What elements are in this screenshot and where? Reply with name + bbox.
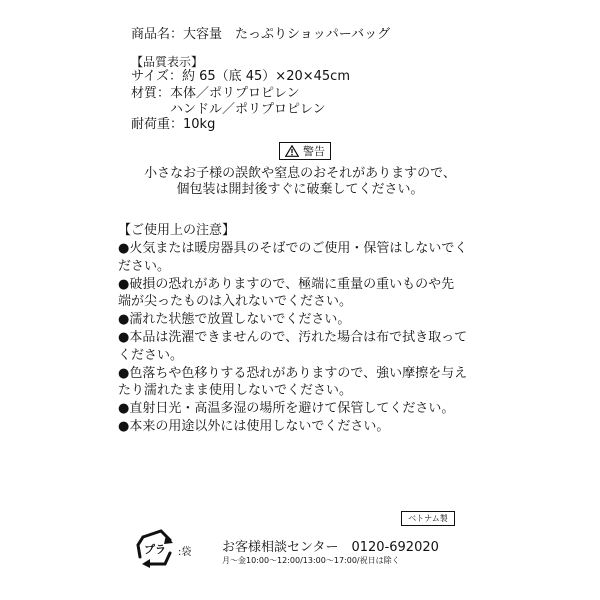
warning-badge: [279, 142, 331, 160]
recycle-label: :袋: [178, 547, 192, 558]
origin-badge: ベトナム製: [401, 511, 455, 526]
note-line: ●本品は洗濯できませんので、汚れた場合は布で拭き取って: [118, 329, 468, 345]
note-line: ●濡れた状態で放置しないでください。: [118, 312, 351, 328]
spec-load: 耐荷重：10kg: [131, 117, 216, 132]
warning-triangle-icon: [285, 145, 299, 157]
note-line: たり濡れたまま使用しないでください。: [118, 383, 353, 399]
note-line: 端が尖ったものは入れないでください。: [118, 294, 353, 310]
note-line: ●直射日光・高温多湿の場所を避けて保管してください。: [118, 401, 455, 417]
business-hours: 月〜金10:00〜12:00/13:00〜17:00/祝日は除く: [222, 556, 400, 565]
spec-heading: 【品質表示】: [131, 55, 204, 69]
note-line: ●本来の用途以外には使用しないでください。: [118, 418, 390, 434]
note-line: ●破損の恐れがありますので、極端に重量の重いものや先: [118, 276, 455, 292]
spec-size: サイズ：約 65（底 45）×20×45cm: [131, 69, 350, 84]
warning-text-line: 小さなお子様の誤飲や窒息のおそれがありますので、: [144, 166, 456, 181]
note-line: ください。: [118, 347, 184, 363]
warning-label: 警告: [303, 145, 325, 158]
note-line: ●火気または暖房器具のそばでのご使用・保管はしないでく: [118, 241, 468, 256]
note-line: ださい。: [118, 258, 171, 274]
notes-list: [118, 240, 467, 436]
warning-text-line: 個包装は開封後すぐに破棄してください。: [176, 182, 424, 197]
spec-material-handle: ハンドル／ポリプロピレン: [170, 102, 326, 117]
recycle-mark-text: プラ: [144, 543, 166, 556]
recycle-pla-icon: [135, 527, 175, 569]
product-name: 商品名：大容量 たっぷりショッパーバッグ: [131, 27, 391, 42]
contact-center: お客様相談センター 0120-692020: [222, 540, 439, 555]
note-line: ●色落ちや色移りする恐れがありますので、強い摩擦を与え: [118, 365, 468, 381]
notes-heading: 【ご使用上の注意】: [118, 223, 236, 238]
spec-material: 材質：本体／ポリプロピレン: [131, 86, 300, 101]
